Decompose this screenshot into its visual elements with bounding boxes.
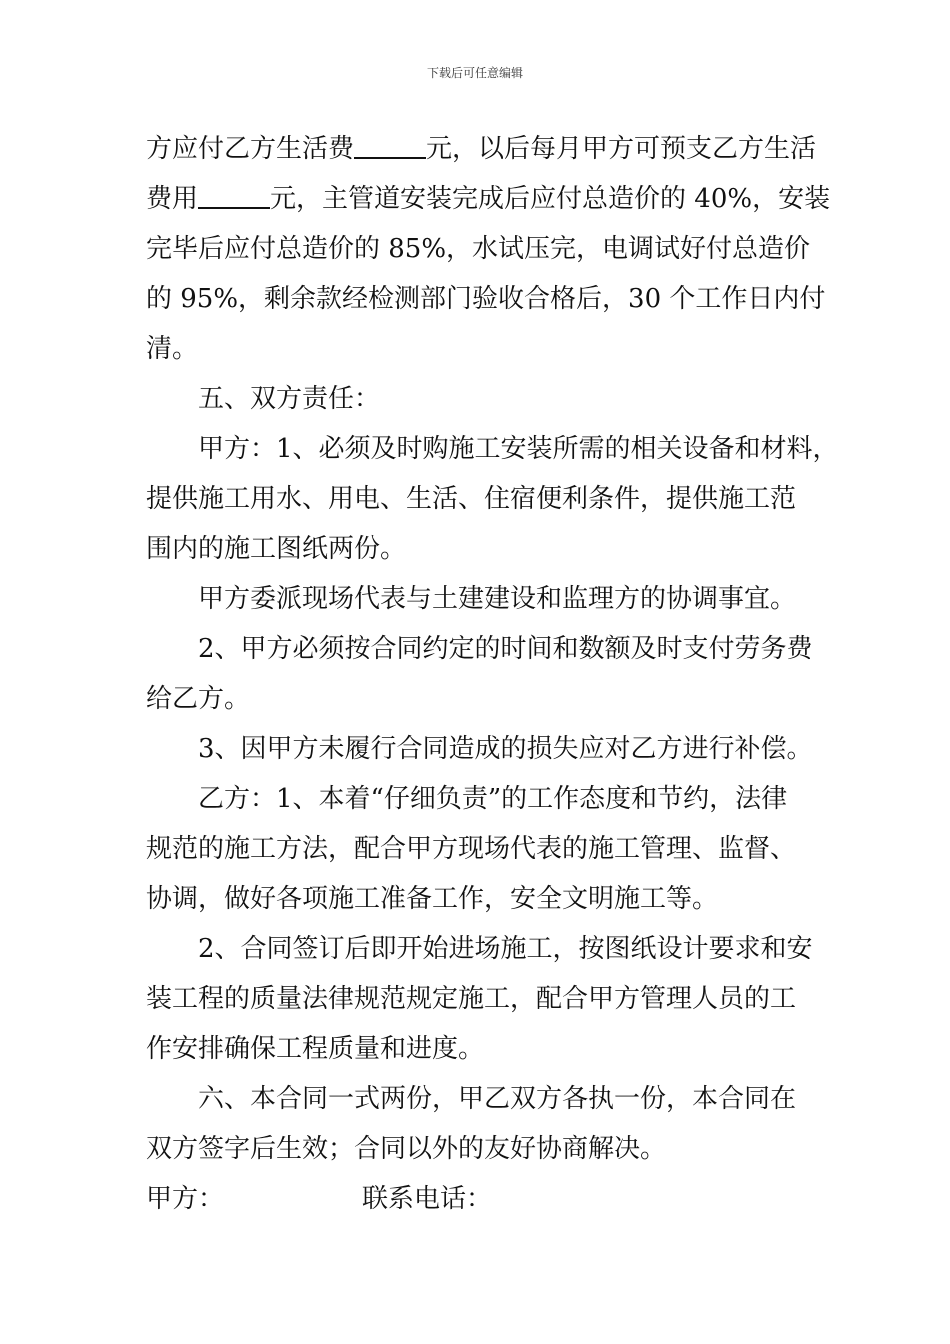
section-6-line-1: 六、本合同一式两份，甲乙双方各执一份，本合同在 xyxy=(198,1084,797,1114)
party-a-signature-label: 甲方： xyxy=(146,1184,225,1214)
party-a-duty-2: 2、甲方必须按合同约定的时间和数额及时支付劳务费 xyxy=(198,634,813,664)
party-b-duty-2-cont: 装工程的质量法律规范规定施工，配合甲方管理人员的工 xyxy=(146,984,797,1014)
party-b-duty-2-cont: 作安排确保工程质量和进度。 xyxy=(146,1034,485,1064)
payment-line-1 xyxy=(146,124,818,174)
party-a-representative: 甲方委派现场代表与土建建设和监理方的协调事宜。 xyxy=(198,584,797,614)
payment-text: 费用 xyxy=(146,184,199,214)
contract-body xyxy=(146,124,839,1224)
payment-line-4: 的 95%，剩余款经检测部门验收合格后，30 个工作日内付 xyxy=(146,284,826,314)
section-6-line-2: 双方签字后生效；合同以外的友好协商解决。 xyxy=(146,1134,667,1164)
payment-line-5: 清。 xyxy=(146,334,199,364)
party-b-duty-1-cont: 协调，做好各项施工准备工作，安全文明施工等。 xyxy=(146,884,719,914)
party-b-duty-1-cont: 规范的施工方法，配合甲方现场代表的施工管理、监督、 xyxy=(146,834,797,864)
payment-line-2 xyxy=(146,174,831,224)
signature-row xyxy=(146,1174,818,1224)
payment-text: 元，以后每月甲方可预支乙方生活 xyxy=(426,134,817,164)
party-b-duty-1: 乙方：1、本着“仔细负责”的工作态度和节约，法律 xyxy=(198,784,788,814)
party-a-duty-1: 甲方：1、必须及时购施工安装所需的相关设备和材料， xyxy=(198,434,839,464)
party-b-duty-2: 2、合同签订后即开始进场施工，按图纸设计要求和安 xyxy=(198,934,813,964)
payment-text: 方应付乙方生活费 xyxy=(146,134,355,164)
advance-fee-blank xyxy=(198,181,270,209)
section-5-title: 五、双方责任： xyxy=(198,384,381,414)
party-a-duty-2-cont: 给乙方。 xyxy=(146,684,251,714)
party-a-duty-3: 3、因甲方未履行合同造成的损失应对乙方进行补偿。 xyxy=(198,734,813,764)
payment-text: 元，主管道安装完成后应付总造价的 40%，安装 xyxy=(270,184,831,214)
party-a-duty-1-cont: 提供施工用水、用电、生活、住宿便利条件，提供施工范 xyxy=(146,484,797,514)
party-a-duty-1-cont: 围内的施工图纸两份。 xyxy=(146,534,407,564)
living-fee-blank xyxy=(354,131,426,159)
page-header: 下载后可任意编辑 xyxy=(426,66,523,80)
payment-line-3: 完毕后应付总造价的 85%，水试压完，电调试好付总造价 xyxy=(146,234,811,264)
phone-label: 联系电话： xyxy=(362,1184,493,1214)
